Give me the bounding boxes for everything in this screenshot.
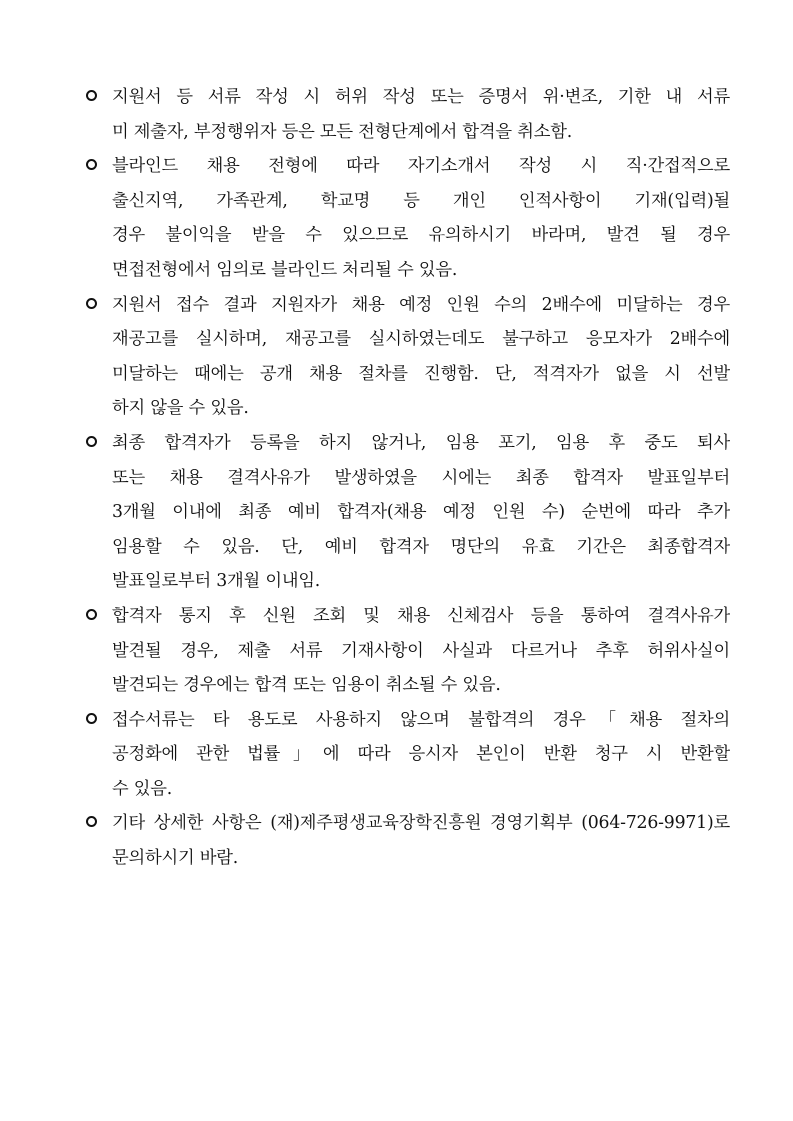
notice-line: 수 있음.	[112, 778, 173, 799]
notice-item-7	[84, 806, 730, 875]
notice-line: 임용할 수 있음. 단, 예비 합격자 명단의 유효 기간은 최종합격자	[112, 536, 730, 557]
hollow-circle-icon	[86, 436, 97, 447]
notice-line: 발표일로부터 3개월 이내임.	[112, 571, 321, 592]
notice-line: 미달하는 때에는 공개 채용 절차를 진행함. 단, 적격자가 없을 시 선발	[112, 363, 730, 384]
notice-item-3	[84, 288, 730, 426]
notice-line: 접수서류는 타 용도로 사용하지 않으며 불합격의 경우「채용 절차의	[112, 709, 730, 730]
notice-line: 하지 않을 수 있음.	[112, 398, 249, 419]
notice-line: 출신지역, 가족관계, 학교명 등 개인 인적사항이 기재(입력)될	[112, 190, 730, 211]
notice-line: 재공고를 실시하며, 재공고를 실시하였는데도 불구하고 응모자가 2배수에	[112, 329, 730, 350]
notice-item-6	[84, 703, 730, 807]
notice-line: 발견되는 경우에는 합격 또는 임용이 취소될 수 있음.	[112, 675, 501, 696]
hollow-circle-icon	[86, 298, 97, 309]
hollow-circle-icon	[86, 90, 97, 101]
notice-line: 또는 채용 결격사유가 발생하였을 시에는 최종 합격자 발표일부터	[112, 467, 730, 488]
notice-line: 지원서 등 서류 작성 시 허위 작성 또는 증명서 위·변조, 기한 내 서류	[112, 87, 730, 107]
notice-line: 발견될 경우, 제출 서류 기재사항이 사실과 다르거나 추후 허위사실이	[112, 640, 730, 661]
notice-item-1	[84, 80, 730, 149]
notice-list	[84, 80, 730, 876]
notice-line: 지원서 접수 결과 지원자가 채용 예정 인원 수의 2배수에 미달하는 경우	[112, 294, 730, 315]
notice-item-2	[84, 149, 730, 287]
notice-item-4	[84, 426, 730, 599]
notice-line: 3개월 이내에 최종 예비 합격자(채용 예정 인원 수) 순번에 따라 추가	[112, 502, 730, 523]
notice-line: 블라인드 채용 전형에 따라 자기소개서 작성 시 직·간접적으로	[112, 156, 730, 177]
hollow-circle-icon	[86, 713, 97, 724]
notice-item-5	[84, 599, 730, 703]
hollow-circle-icon	[86, 816, 97, 827]
notice-line: 경우 불이익을 받을 수 있으므로 유의하시기 바라며, 발견 될 경우	[112, 225, 730, 246]
notice-line: 공정화에 관한 법률」에 따라 응시자 본인이 반환 청구 시 반환할	[112, 744, 730, 765]
notice-line: 최종 합격자가 등록을 하지 않거나, 임용 포기, 임용 후 중도 퇴사	[112, 432, 730, 453]
notice-line: 합격자 통지 후 신원 조회 및 채용 신체검사 등을 통하여 결격사유가	[112, 605, 730, 626]
notice-line: 미 제출자, 부정행위자 등은 모든 전형단계에서 합격을 취소함.	[112, 121, 572, 142]
notice-line: 문의하시기 바람.	[112, 848, 239, 869]
notice-line: 기타 상세한 사항은 (재)제주평생교육장학진흥원 경영기획부 (064-726-9971)로	[112, 813, 730, 834]
notice-line: 면접전형에서 임의로 블라인드 처리될 수 있음.	[112, 259, 458, 280]
hollow-circle-icon	[86, 159, 97, 170]
hollow-circle-icon	[86, 609, 97, 620]
